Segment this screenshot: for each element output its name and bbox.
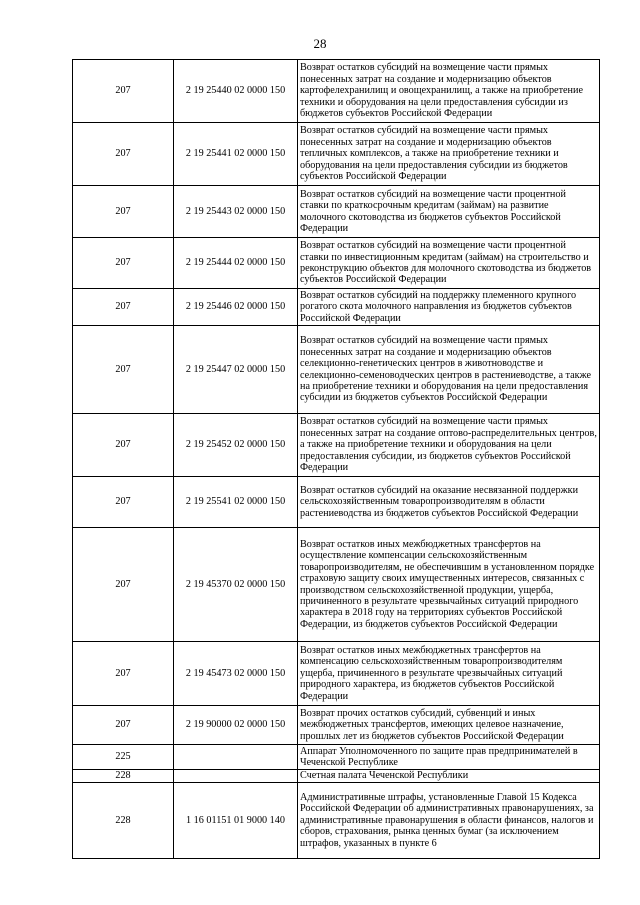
page-number: 28 bbox=[313, 36, 327, 51]
budget-code-cell: 2 19 45370 02 0000 150 bbox=[174, 528, 298, 642]
budget-code-cell: 2 19 25444 02 0000 150 bbox=[174, 238, 298, 289]
admin-code-cell: 207 bbox=[73, 326, 174, 414]
description-cell: Возврат остатков иных межбюджетных трансфертов на компенсацию сельскохозяйственным товаропроизводителям ущерба, причиненного в результате чрезвычайных ситуаций природного характера, из бюджетов субъектов Российской Федерации bbox=[298, 642, 600, 706]
description-cell: Возврат остатков субсидий на возмещение части прямых понесенных затрат на создание и модернизацию объектов картофелехранилищ и овощехранилищ, а также на приобретение техники и оборудования на цели предоставления субсидии из бюджетов субъектов Российской Федерации bbox=[298, 60, 600, 123]
admin-code-cell: 207 bbox=[73, 706, 174, 745]
table-row bbox=[73, 414, 600, 477]
admin-code-cell: 207 bbox=[73, 477, 174, 528]
admin-code-cell: 207 bbox=[73, 60, 174, 123]
budget-code-cell: 2 19 25447 02 0000 150 bbox=[174, 326, 298, 414]
table-row bbox=[73, 289, 600, 326]
budget-code-cell: 2 19 25446 02 0000 150 bbox=[174, 289, 298, 326]
budget-classification-table bbox=[72, 59, 600, 859]
description-cell: Возврат прочих остатков субсидий, субвенций и иных межбюджетных трансфертов, имеющих целевое назначение, прошлых лет из бюджетов субъектов Российской Федерации bbox=[298, 706, 600, 745]
description-cell: Возврат остатков субсидий на поддержку племенного крупного рогатого скота молочного направления из бюджетов субъектов Российской Федерации bbox=[298, 289, 600, 326]
description-cell: Возврат остатков субсидий на возмещение части прямых понесенных затрат на создание оптово-распределительных центров, а также на приобретение техники и оборудования на цели предоставления субсидии, из бюджетов субъектов Российской Федерации bbox=[298, 414, 600, 477]
admin-code-cell: 207 bbox=[73, 528, 174, 642]
description-cell: Возврат остатков субсидий на возмещение части процентной ставки по краткосрочным кредитам (займам) на развитие молочного скотоводства из бюджетов субъектов Российской Федерации bbox=[298, 186, 600, 238]
admin-code-cell: 207 bbox=[73, 414, 174, 477]
budget-code-cell: 2 19 90000 02 0000 150 bbox=[174, 706, 298, 745]
budget-code-cell: 2 19 25440 02 0000 150 bbox=[174, 60, 298, 123]
table-row bbox=[73, 326, 600, 414]
description-cell: Счетная палата Чеченской Республики bbox=[298, 770, 600, 783]
table-row bbox=[73, 770, 600, 783]
budget-code-cell: 2 19 25443 02 0000 150 bbox=[174, 186, 298, 238]
budget-code-cell: 2 19 25452 02 0000 150 bbox=[174, 414, 298, 477]
table-row bbox=[73, 123, 600, 186]
table-row bbox=[73, 186, 600, 238]
budget-code-cell bbox=[174, 770, 298, 783]
table-row bbox=[73, 60, 600, 123]
description-cell: Возврат остатков субсидий на возмещение части прямых понесенных затрат на создание и модернизацию объектов тепличных комплексов, а также на приобретение техники и оборудования на цели предоставления субсидии из бюджетов субъектов Российской Федерации bbox=[298, 123, 600, 186]
budget-code-cell: 1 16 01151 01 9000 140 bbox=[174, 783, 298, 859]
budget-code-cell: 2 19 25541 02 0000 150 bbox=[174, 477, 298, 528]
table-row bbox=[73, 642, 600, 706]
table-row bbox=[73, 745, 600, 770]
description-cell: Возврат остатков иных межбюджетных трансфертов на осуществление компенсации сельскохозяйственным товаропроизводителям, не обеспечившим в установленном порядке страховую защиту своих имущественных интересов, связанных с производством сельскохозяйственной продукции, ущерба, причиненного в результате чрезвычайных ситуаций природного характера в 2018 году на территориях субъектов Российской Федерации, из бюджетов субъектов Российской Федерации bbox=[298, 528, 600, 642]
description-cell: Аппарат Уполномоченного по защите прав предпринимателей в Чеченской Республике bbox=[298, 745, 600, 770]
description-cell: Возврат остатков субсидий на оказание несвязанной поддержки сельскохозяйственным товаропроизводителям в области растениеводства из бюджетов субъектов Российской Федерации bbox=[298, 477, 600, 528]
description-cell: Возврат остатков субсидий на возмещение части прямых понесенных затрат на создание и модернизацию объектов селекционно-генетических центров в животноводстве и селекционно-семеноводческих центров в растениеводстве, а также на приобретение техники и оборудования на цели предоставления субсидии из бюджетов субъектов Российской Федерации bbox=[298, 326, 600, 414]
admin-code-cell: 207 bbox=[73, 238, 174, 289]
admin-code-cell: 207 bbox=[73, 123, 174, 186]
admin-code-cell: 225 bbox=[73, 745, 174, 770]
budget-code-cell bbox=[174, 745, 298, 770]
admin-code-cell: 228 bbox=[73, 783, 174, 859]
table-row bbox=[73, 706, 600, 745]
budget-code-cell: 2 19 45473 02 0000 150 bbox=[174, 642, 298, 706]
table-row bbox=[73, 783, 600, 859]
admin-code-cell: 207 bbox=[73, 186, 174, 238]
admin-code-cell: 207 bbox=[73, 289, 174, 326]
table-row bbox=[73, 528, 600, 642]
admin-code-cell: 228 bbox=[73, 770, 174, 783]
description-cell: Возврат остатков субсидий на возмещение части процентной ставки по инвестиционным кредитам (займам) на строительство и реконструкцию объектов для молочного скотоводства из бюджетов субъектов Российской Федерации bbox=[298, 238, 600, 289]
budget-code-cell: 2 19 25441 02 0000 150 bbox=[174, 123, 298, 186]
table-row bbox=[73, 477, 600, 528]
table-row bbox=[73, 238, 600, 289]
admin-code-cell: 207 bbox=[73, 642, 174, 706]
description-cell: Административные штрафы, установленные Главой 15 Кодекса Российской Федерации об административных правонарушениях, за административные правонарушения в области финансов, налогов и сборов, страхования, рынка ценных бумаг (за исключением штрафов, указанных в пункте 6 bbox=[298, 783, 600, 859]
